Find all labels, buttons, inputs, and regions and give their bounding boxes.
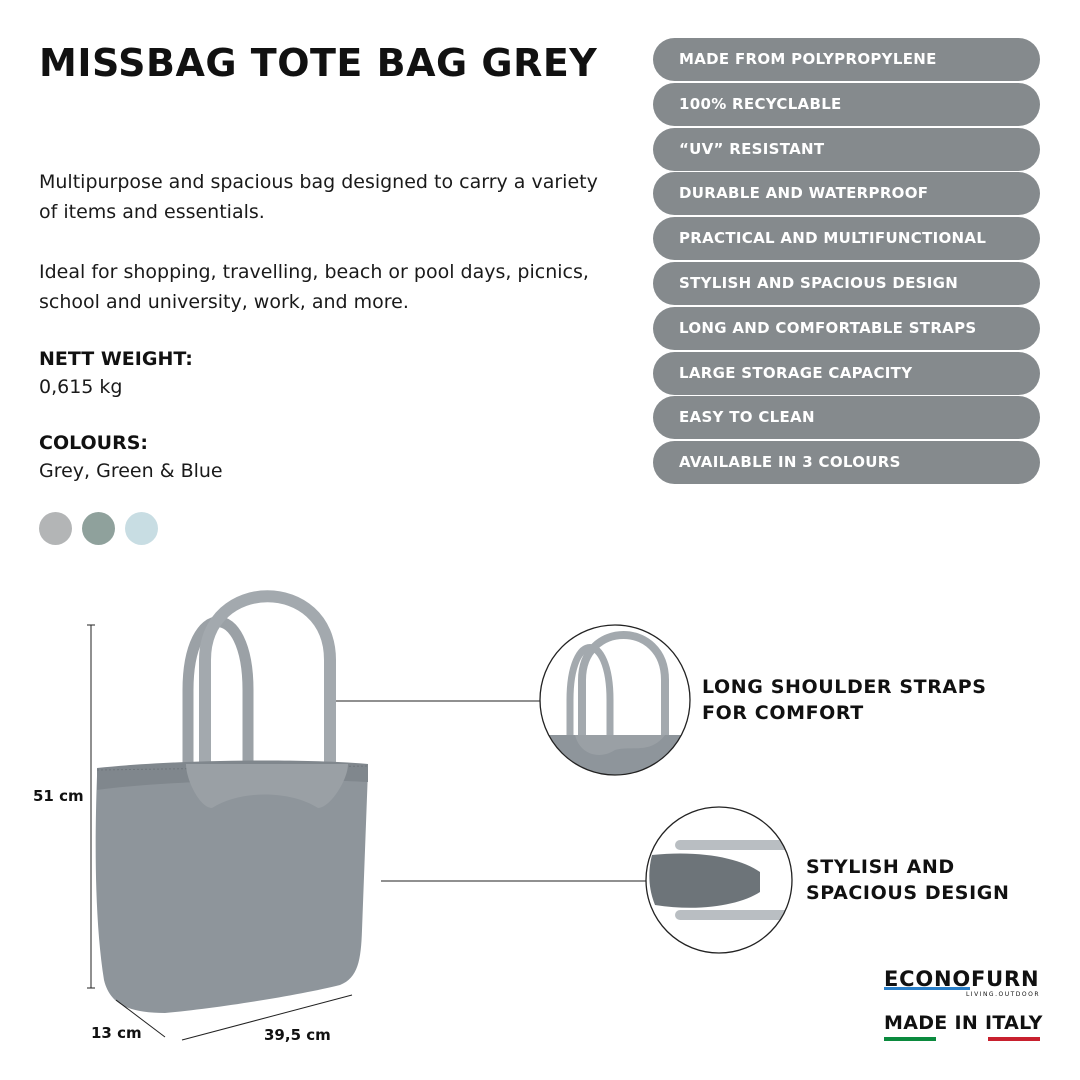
made-in-italy-label: MADE IN ITALY — [884, 1012, 1043, 1034]
colours-value: Grey, Green & Blue — [39, 460, 223, 482]
feature-pill: MADE FROM POLYPROPYLENE — [653, 38, 1040, 81]
brand-logo-word: ECONOFURN — [884, 967, 1040, 991]
brand-tagline: LIVING.OUTDOOR — [965, 991, 1040, 998]
feature-pill: “UV” RESISTANT — [653, 128, 1040, 171]
weight-label: NETT WEIGHT: — [39, 348, 193, 370]
straps-callout: LONG SHOULDER STRAPS FOR COMFORT — [702, 676, 987, 724]
feature-pill: PRACTICAL AND MULTIFUNCTIONAL — [653, 217, 1040, 260]
design-detail-image — [646, 807, 792, 953]
flag-red-stripe — [988, 1037, 1040, 1041]
depth-dimension: 13 cm — [91, 1024, 142, 1042]
product-description: Multipurpose and spacious bag designed to carry a variety of items and essentials. — [39, 171, 598, 223]
design-callout: STYLISH AND SPACIOUS DESIGN — [806, 856, 1010, 904]
flag-green-stripe — [884, 1037, 936, 1041]
height-dimension: 51 cm — [33, 787, 84, 805]
feature-pill: LARGE STORAGE CAPACITY — [653, 352, 1040, 395]
tote-bag-image — [96, 596, 368, 1013]
feature-pill: STYLISH AND SPACIOUS DESIGN — [653, 262, 1040, 305]
strap-detail-image — [540, 625, 700, 780]
weight-value: 0,615 kg — [39, 376, 123, 398]
feature-pill: AVAILABLE IN 3 COLOURS — [653, 441, 1040, 484]
feature-pill: DURABLE AND WATERPROOF — [653, 172, 1040, 215]
feature-pill: 100% RECYCLABLE — [653, 83, 1040, 126]
product-usage-description: Ideal for shopping, travelling, beach or pool days, picnics, school and university, work, and more. — [39, 261, 589, 313]
brand-logo — [884, 968, 1040, 998]
product-title: MISSBAG TOTE BAG GREY — [39, 41, 598, 85]
colours-label: COLOURS: — [39, 432, 149, 454]
width-dimension: 39,5 cm — [264, 1026, 331, 1044]
feature-pill: EASY TO CLEAN — [653, 396, 1040, 439]
feature-pill: LONG AND COMFORTABLE STRAPS — [653, 307, 1040, 350]
